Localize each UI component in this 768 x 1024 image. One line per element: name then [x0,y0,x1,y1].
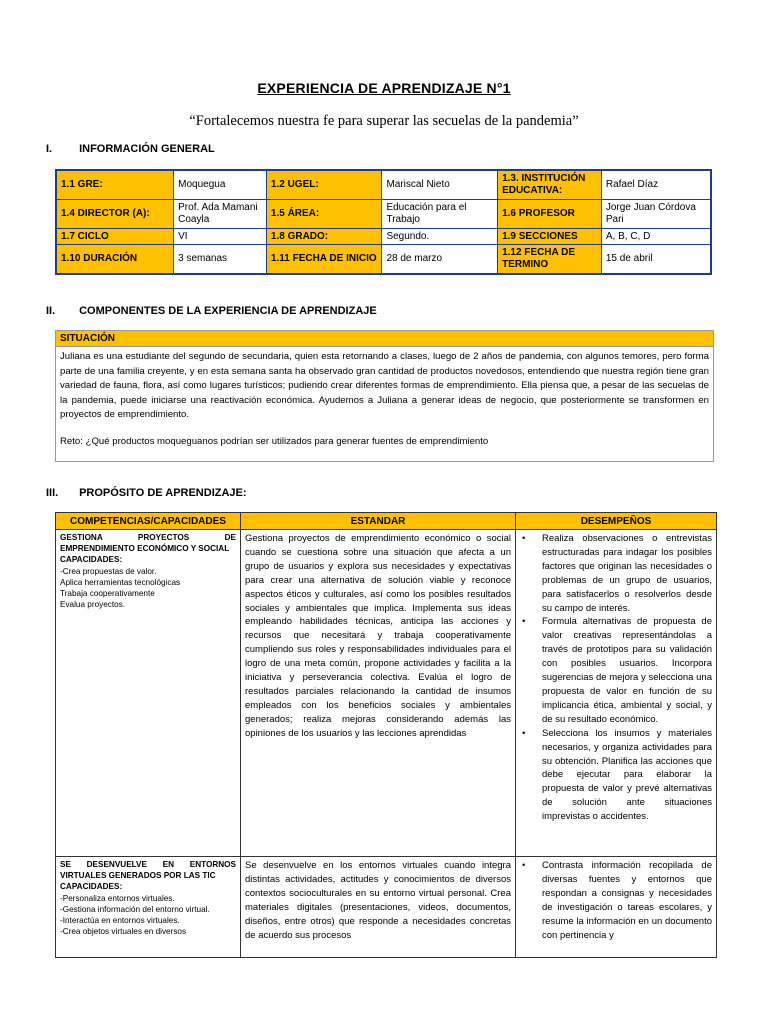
general-info-table [55,169,712,275]
secciones-value: A, B, C, D [601,229,711,245]
area-label: 1.5 ÁREA: [266,200,382,229]
capacidad-item: -Personaliza entornos virtuales. [60,893,175,903]
competencia-cell [56,857,241,958]
section-1-title: INFORMACIÓN GENERAL [79,143,215,155]
desempenos-list [520,532,712,824]
document-subtitle: “Fortalecemos nuestra fe para superar las secuelas de la pandemia” [189,113,579,129]
section-3-heading [46,487,247,499]
profesor-value: Jorge Juan Córdova Pari [601,200,711,229]
capacidades-label: CAPACIDADES: [60,555,123,565]
competencia-cell [56,530,241,857]
header-estandar: ESTANDAR [241,513,516,530]
competencia-name: SE DESENVUELVE EN ENTORNOS VIRTUALES GENERADOS POR LAS TIC [60,860,236,881]
institucion-value: Rafael Díaz [601,170,711,200]
estandar-cell [241,857,516,958]
ugel-value: Mariscal Nieto [382,170,498,200]
capacidad-item: -Crea objetos virtuales en diversos [60,927,187,937]
ciclo-label: 1.7 CICLO [56,229,174,245]
estandar-cell: Gestiona proyectos de emprendimiento económico o social cuando se cuestiona sobre una situación que afecta a un grupo de usuarios y explora sus necesidades y expectativas para crear una alternativa de solución viable y reconoce aspectos éticos y culturales, así como los posibles resultados sociales y ambientales que implica. Implementa sus ideas empleando habilidades técnicas, anticipa las acciones y recursos que necesitará y trabaja cooperativamente cumpliendo sus roles y responsabilidades individuales para el logro de una meta común, propone actividades y facilita a la iniciativa y perseverancia colectiva. Evalúa el logro de resultados parciales relacionando la cantidad de insumos empleados con los beneficios sociales y ambientales generados; realiza mejoras considerando además las opiniones de los usuarios y las lecciones aprendidas [241,530,516,857]
desempeno-item: • Selecciona los insumos y materiales necesarios, y organiza actividades para su obtención. Planifica las acciones que debe ejecutar para elaborar la propuesta de valor y prevé alternativas de solución ante situaciones imprevistas o accidentes. [542,727,712,824]
ciclo-value: VI [174,229,267,245]
capacidad-item: Trabaja cooperativamente [60,589,155,599]
estandar-text: Se desenvuelve en los entornos virtuales cuando integra distintas actividades, actitudes y conocimientos de diversos contextos socioculturales en su entorno virtual personal. Crea materiales digitales (presentaciones, videos, documentos, diseños, entre otros) que responde a necesidades concretas de acuerdo sus procesos [245,860,511,941]
competencia-name: GESTIONA PROYECTOS DE EMPRENDIMIENTO ECONÓMICO Y SOCIAL [60,533,236,554]
header-desempenos: DESEMPEÑOS [516,513,717,530]
document-title: EXPERIENCIA DE APRENDIZAJE N°1 [257,80,511,96]
grado-value: Segundo. [382,229,498,245]
section-3-title: PROPÓSITO DE APRENDIZAJE: [79,487,247,499]
duracion-label: 1.10 DURACIÓN [56,245,174,275]
gre-label: 1.1 GRE: [56,170,174,200]
desempenos-cell [516,857,717,958]
section-1-heading [46,143,215,155]
section-2-heading [46,305,377,317]
profesor-label: 1.6 PROFESOR [498,200,602,229]
grado-label: 1.8 GRADO: [266,229,382,245]
gre-value: Moquegua [174,170,267,200]
area-value: Educación para el Trabajo [382,200,498,229]
reto-text: Reto: ¿Qué productos moqueguanos podrían ser utilizados para generar fuentes de emprendimiento [60,435,489,447]
situacion-header: SITUACIÓN [56,331,713,347]
header-competencias: COMPETENCIAS/CAPACIDADES [56,513,241,530]
capacidad-item: -Crea propuestas de valor. [60,566,157,576]
fecha-termino-label: 1.12 FECHA DE TERMINO [498,245,602,275]
section-3-number: III. [46,487,59,499]
capacidad-item: -Gestiona información del entorno virtual. [60,904,210,914]
fecha-termino-value: 15 de abril [601,245,711,275]
fecha-inicio-value: 28 de marzo [382,245,498,275]
capacidad-item: Evalua proyectos. [60,600,126,610]
situacion-box [55,330,714,462]
ugel-label: 1.2 UGEL: [266,170,382,200]
director-label: 1.4 DIRECTOR (A): [56,200,174,229]
proposito-table [55,512,717,958]
desempeno-item: • Contrasta información recopilada de diversas fuentes y entornos que respondan a consignas y necesidades de investigación o tareas escolares, y resume la información en un documento con pertinencia y [542,859,712,942]
capacidad-item: -Interactúa en entornos virtuales. [60,916,180,926]
section-2-number: II. [46,305,56,317]
section-1-number: I. [46,143,53,155]
institucion-label: 1.3. INSTITUCIÓN EDUCATIVA: [498,170,602,200]
desempenos-list [520,859,712,942]
desempeno-item: • Formula alternativas de propuesta de valor creativas representándolas a través de prototipos para su validación con posibles usuarios. Incorpora sugerencias de mejora y selecciona una propuesta de valor en función de su implicancia ética, ambiental y social, y de su resultado económico. [542,615,712,726]
situacion-body [56,347,713,461]
fecha-inicio-label: 1.11 FECHA DE INICIO [266,245,382,275]
desempenos-cell [516,530,717,857]
capacidad-item: Aplica herramientas tecnológicas [60,577,181,587]
secciones-label: 1.9 SECCIONES [498,229,602,245]
capacidades-label: CAPACIDADES: [60,882,123,892]
director-value: Prof. Ada Mamani Coayla [174,200,267,229]
duracion-value: 3 semanas [174,245,267,275]
desempeno-item: • Realiza observaciones o entrevistas estructuradas para indagar los posibles factores que originan las necesidades o problemas de un grupo de usuarios, para satisfacerlos o resolverlos desde su campo de interés. [542,532,712,615]
situacion-text: Juliana es una estudiante del segundo de secundaria, quien esta retornando a clases, luego de 2 años de pandemia, con algunos temores, pero forma parte de una familia creyente, y en esta semana santa ha observado gran cantidad de productos novedosos, entendiendo que nuestra región tiene gran variedad de fauna, flora, así como lugares turísticos; pudiendo crear diferentes formas de emprendimiento. Ella piensa que, a pesar de las secuelas de la pandemia, puede iniciarse una reactivación económica. Ayudemos a Juliana a generar ideas de negocio, que posteriormente se transformen en proyectos de emprendimiento. [60,351,709,420]
section-2-title: COMPONENTES DE LA EXPERIENCIA DE APRENDIZAJE [79,305,377,317]
